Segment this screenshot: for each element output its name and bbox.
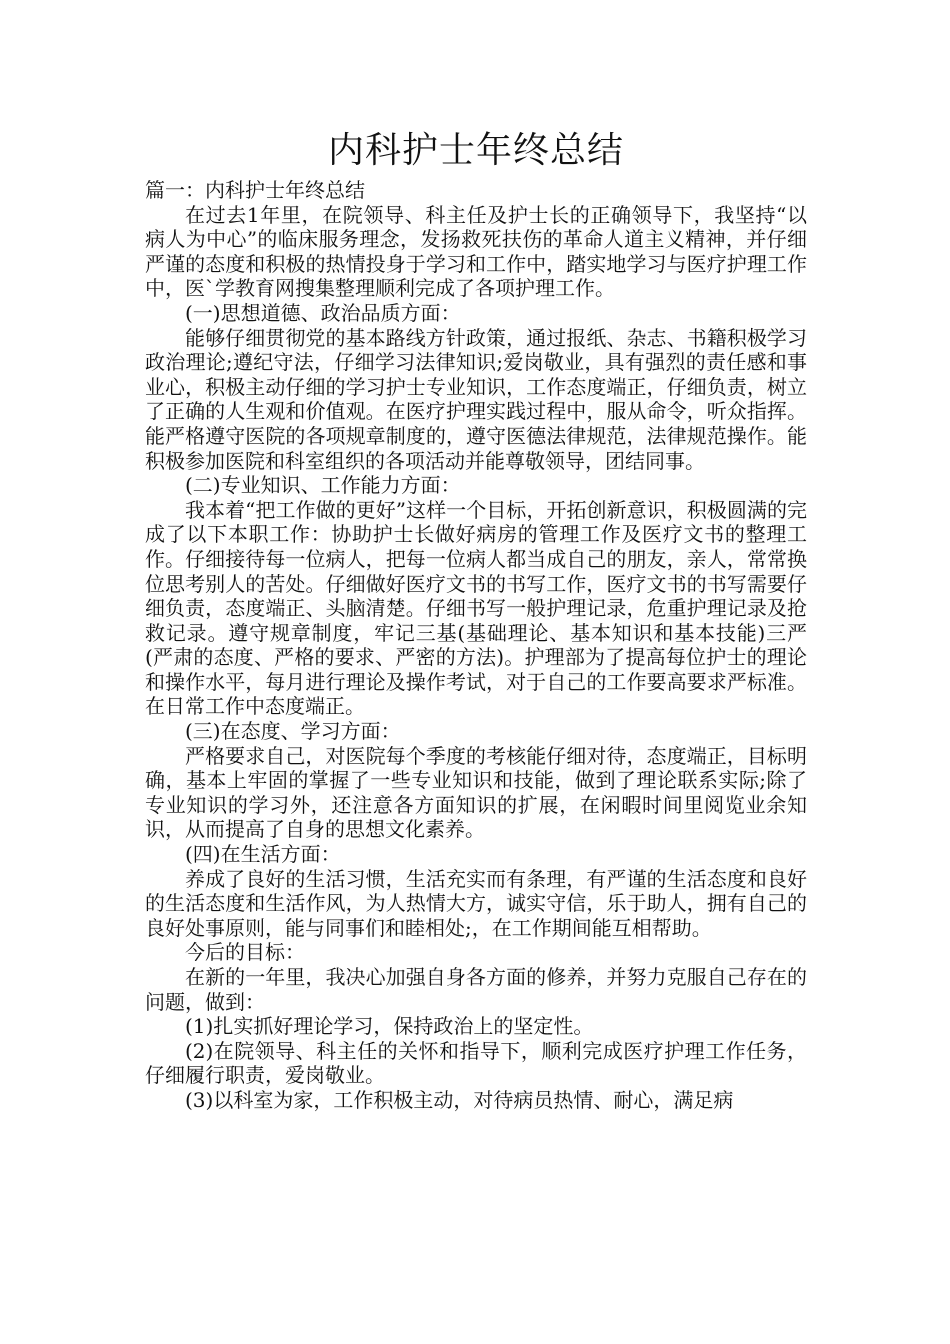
section-heading: 篇一：内科护士年终总结 — [145, 178, 365, 202]
paragraph-professional: 我本着“把工作做的更好”这样一个目标，开拓创新意识，积极圆满的完成了以下本职工作：协助护士长做好病房的管理工作及医疗文书的整理工作。仔细接待每一位病人，把每一位病人都当成自己的朋友，亲人，常常换位思考别人的苦处。仔细做好医疗文书的书写工作，医疗文书的书写需要仔细负责，态度端正、头脑清楚。仔细书写一般护理记录，危重护理记录及抢救记录。遵守规章制度，牢记三基(基础理论、基本知识和基本技能)三严(严肃的态度、严格的要求、严密的方法)。护理部为了提高每位护士的理论和操作水平，每月进行理论及操作考试，对于自己的工作要高要求严标准。在日常工作中态度端正。 — [145, 497, 807, 719]
paragraph-attitude: 严格要求自己，对医院每个季度的考核能仔细对待，态度端正，目标明确，基本上牢固的掌握了一些专业知识和技能，做到了理论联系实际;除了专业知识的学习外，还注意各方面知识的扩展，在闲暇时间里阅览业余知识，从而提高了自身的思想文化素养。 — [145, 743, 807, 842]
goal-item-2: (2)在院领导、科主任的关怀和指导下，顺利完成医疗护理工作任务，仔细履行职责，爱岗敬业。 — [145, 1038, 807, 1088]
subheading-goals: 今后的目标： — [185, 940, 305, 965]
document-title: 内科护士年终总结 — [327, 130, 624, 171]
subheading-professional: (二)专业知识、工作能力方面： — [185, 473, 461, 498]
paragraph-life: 养成了良好的生活习惯，生活充实而有条理，有严谨的生活态度和良好的生活态度和生活作风，为人热情大方，诚实守信，乐于助人，拥有自己的良好处事原则，能与同事们和睦相处;，在工作期间能互相帮助。 — [145, 866, 807, 940]
document-body — [145, 128, 807, 1113]
subheading-life: (四)在生活方面： — [185, 842, 341, 867]
subheading-attitude: (三)在态度、学习方面： — [185, 719, 401, 744]
paragraph-goals-intro: 在新的一年里，我决心加强自身各方面的修养，并努力克服自己存在的问题，做到： — [145, 965, 807, 1014]
paragraph-intro: 在过去1年里，在院领导、科主任及护士长的正确领导下，我坚持“以病人为中心”的临床服务理念，发扬救死扶伤的革命人道主义精神，并仔细严谨的态度和积极的热情投身于学习和工作中，踏实地学习与医疗护理工作中，医`学教育网搜集整理顺利完成了各项护理工作。 — [145, 202, 807, 301]
paragraph-ideology: 能够仔细贯彻党的基本路线方针政策，通过报纸、杂志、书籍积极学习政治理论;遵纪守法，仔细学习法律知识;爱岗敬业，具有强烈的责任感和事业心，积极主动仔细的学习护士专业知识，工作态度端正，仔细负责，树立了正确的人生观和价值观。在医疗护理实践过程中，服从命令，听众指挥。能严格遵守医院的各项规章制度的，遵守医德法律规范，法律规范操作。能积极参加医院和科室组织的各项活动并能尊敬领导，团结同事。 — [145, 325, 807, 473]
goal-item-1: (1)扎实抓好理论学习，保持政治上的坚定性。 — [185, 1014, 594, 1039]
goal-item-3: (3)以科室为家，工作积极主动，对待病员热情、耐心，满足病 — [185, 1087, 734, 1112]
subheading-ideology: (一)思想道德、政治品质方面： — [185, 300, 461, 325]
